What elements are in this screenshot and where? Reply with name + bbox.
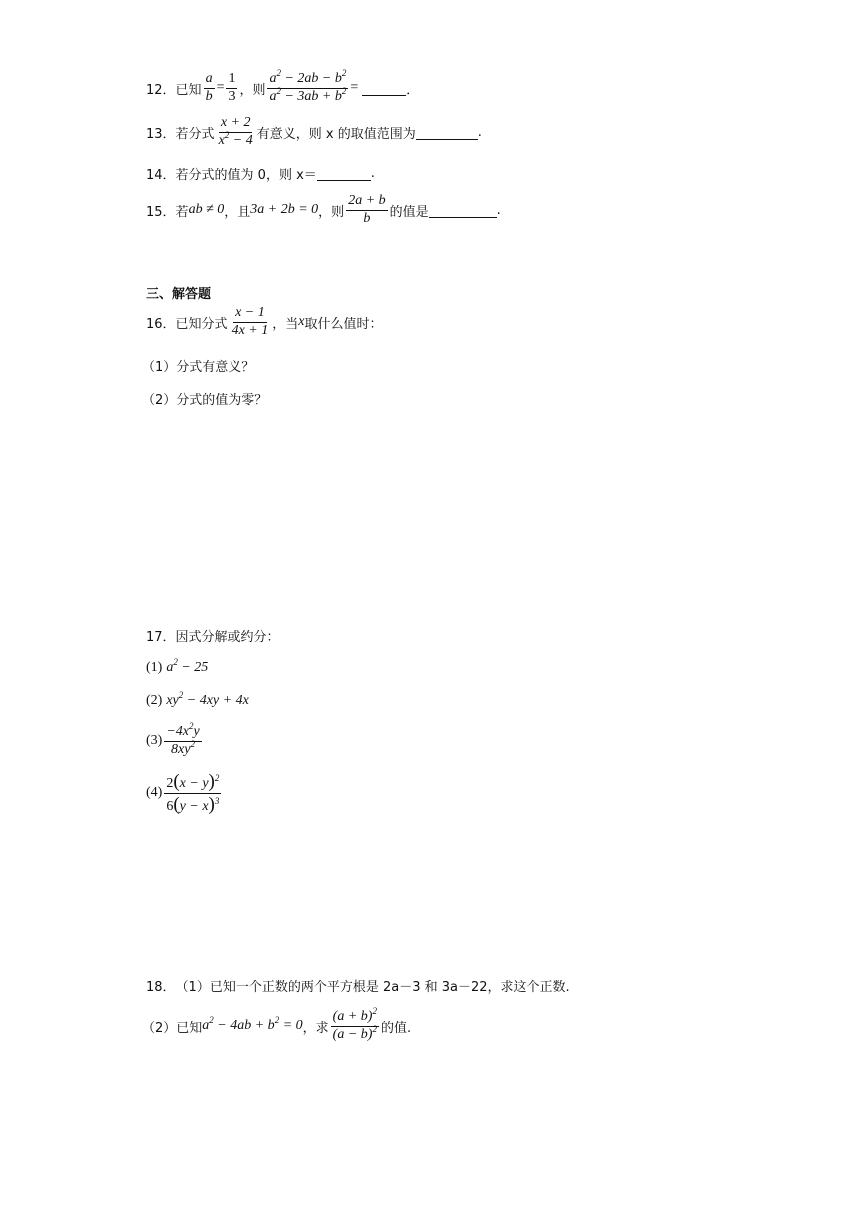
question-13: 13． 若分式 $\frac{x + 2}{x^2 - 4}$ 有意义，则 x 的取值范围为 . xyxy=(146,115,482,148)
question-number: 12． xyxy=(146,82,176,98)
question-12: 12． 已知 $\frac{a}{b}$ = $\frac{1}{3}$ ，则 $\frac{a^2 - 2ab - b^2}{a^2 - 3ab + b^2}$ = ． xyxy=(146,68,420,104)
fraction-expression: $\frac{2(x - y)^2}{6(y - x)^3}$ xyxy=(166,771,220,815)
question-14: 14． 若分式的值为 0，则 x＝ . xyxy=(146,166,375,183)
question-17-part-2: (2) $xy^2 - 4xy + 4x$ xyxy=(146,690,249,708)
fraction-expression: $\frac{-4x^2y}{8xy^2}$ xyxy=(166,721,200,757)
fraction-a-over-b: $\frac{a}{b}$ xyxy=(205,71,213,104)
question-18-part-1: （1）已知一个正数的两个平方根是 2a－3 和 3a－22，求这个正数. xyxy=(175,980,570,995)
answer-blank[interactable] xyxy=(416,125,478,140)
question-17: 17． 因式分解或约分： xyxy=(146,630,280,645)
answer-blank[interactable] xyxy=(317,166,371,181)
fraction-expression: $\frac{x + 2}{x^2 - 4}$ xyxy=(218,115,253,148)
fraction-expression: $\frac{2a + b}{b}$ xyxy=(348,193,386,226)
answer-blank[interactable] xyxy=(429,203,497,218)
answer-blank[interactable] xyxy=(362,81,406,96)
fraction-expression: $\frac{(a + b)^2}{(a - b)^2}$ xyxy=(332,1006,377,1042)
fraction-expression: $\frac{x - 1}{4x + 1}$ xyxy=(231,305,269,338)
question-15: 15． 若 ab ≠ 0 ，且 3a + 2b = 0 ，则 $\frac{2a + b}{b}$ 的值是 . xyxy=(146,193,501,226)
question-16-part-1: （1）分式有意义？ xyxy=(142,360,255,375)
question-17-part-1: (1) $a^2 - 25$ xyxy=(146,657,209,675)
section-heading: 三、解答题 xyxy=(146,287,212,302)
fraction-one-third: $\frac{1}{3}$ xyxy=(228,71,236,104)
fraction-expression: $\frac{a^2 - 2ab - b^2}{a^2 - 3ab + b^2}$ xyxy=(269,68,347,104)
question-17-part-3: (3) $\frac{-4x^2y}{8xy^2}$ xyxy=(146,721,200,757)
question-18-part-2: （2）已知 $a^2 - 4ab + b^2 = 0$ ，求 $\frac{(a + b)^2}{(a - b)^2}$ 的值. xyxy=(142,1006,412,1042)
question-17-part-4: (4) $\frac{2(x - y)^2}{6(y - x)^3}$ xyxy=(146,771,220,815)
question-16-part-2: （2）分式的值为零？ xyxy=(142,393,268,408)
question-18: 18． （1）已知一个正数的两个平方根是 2a－3 和 3a－22，求这个正数. xyxy=(146,976,570,995)
question-16: 16． 已知分式 $\frac{x - 1}{4x + 1}$ ，当 x 取什么值时： xyxy=(146,305,383,338)
